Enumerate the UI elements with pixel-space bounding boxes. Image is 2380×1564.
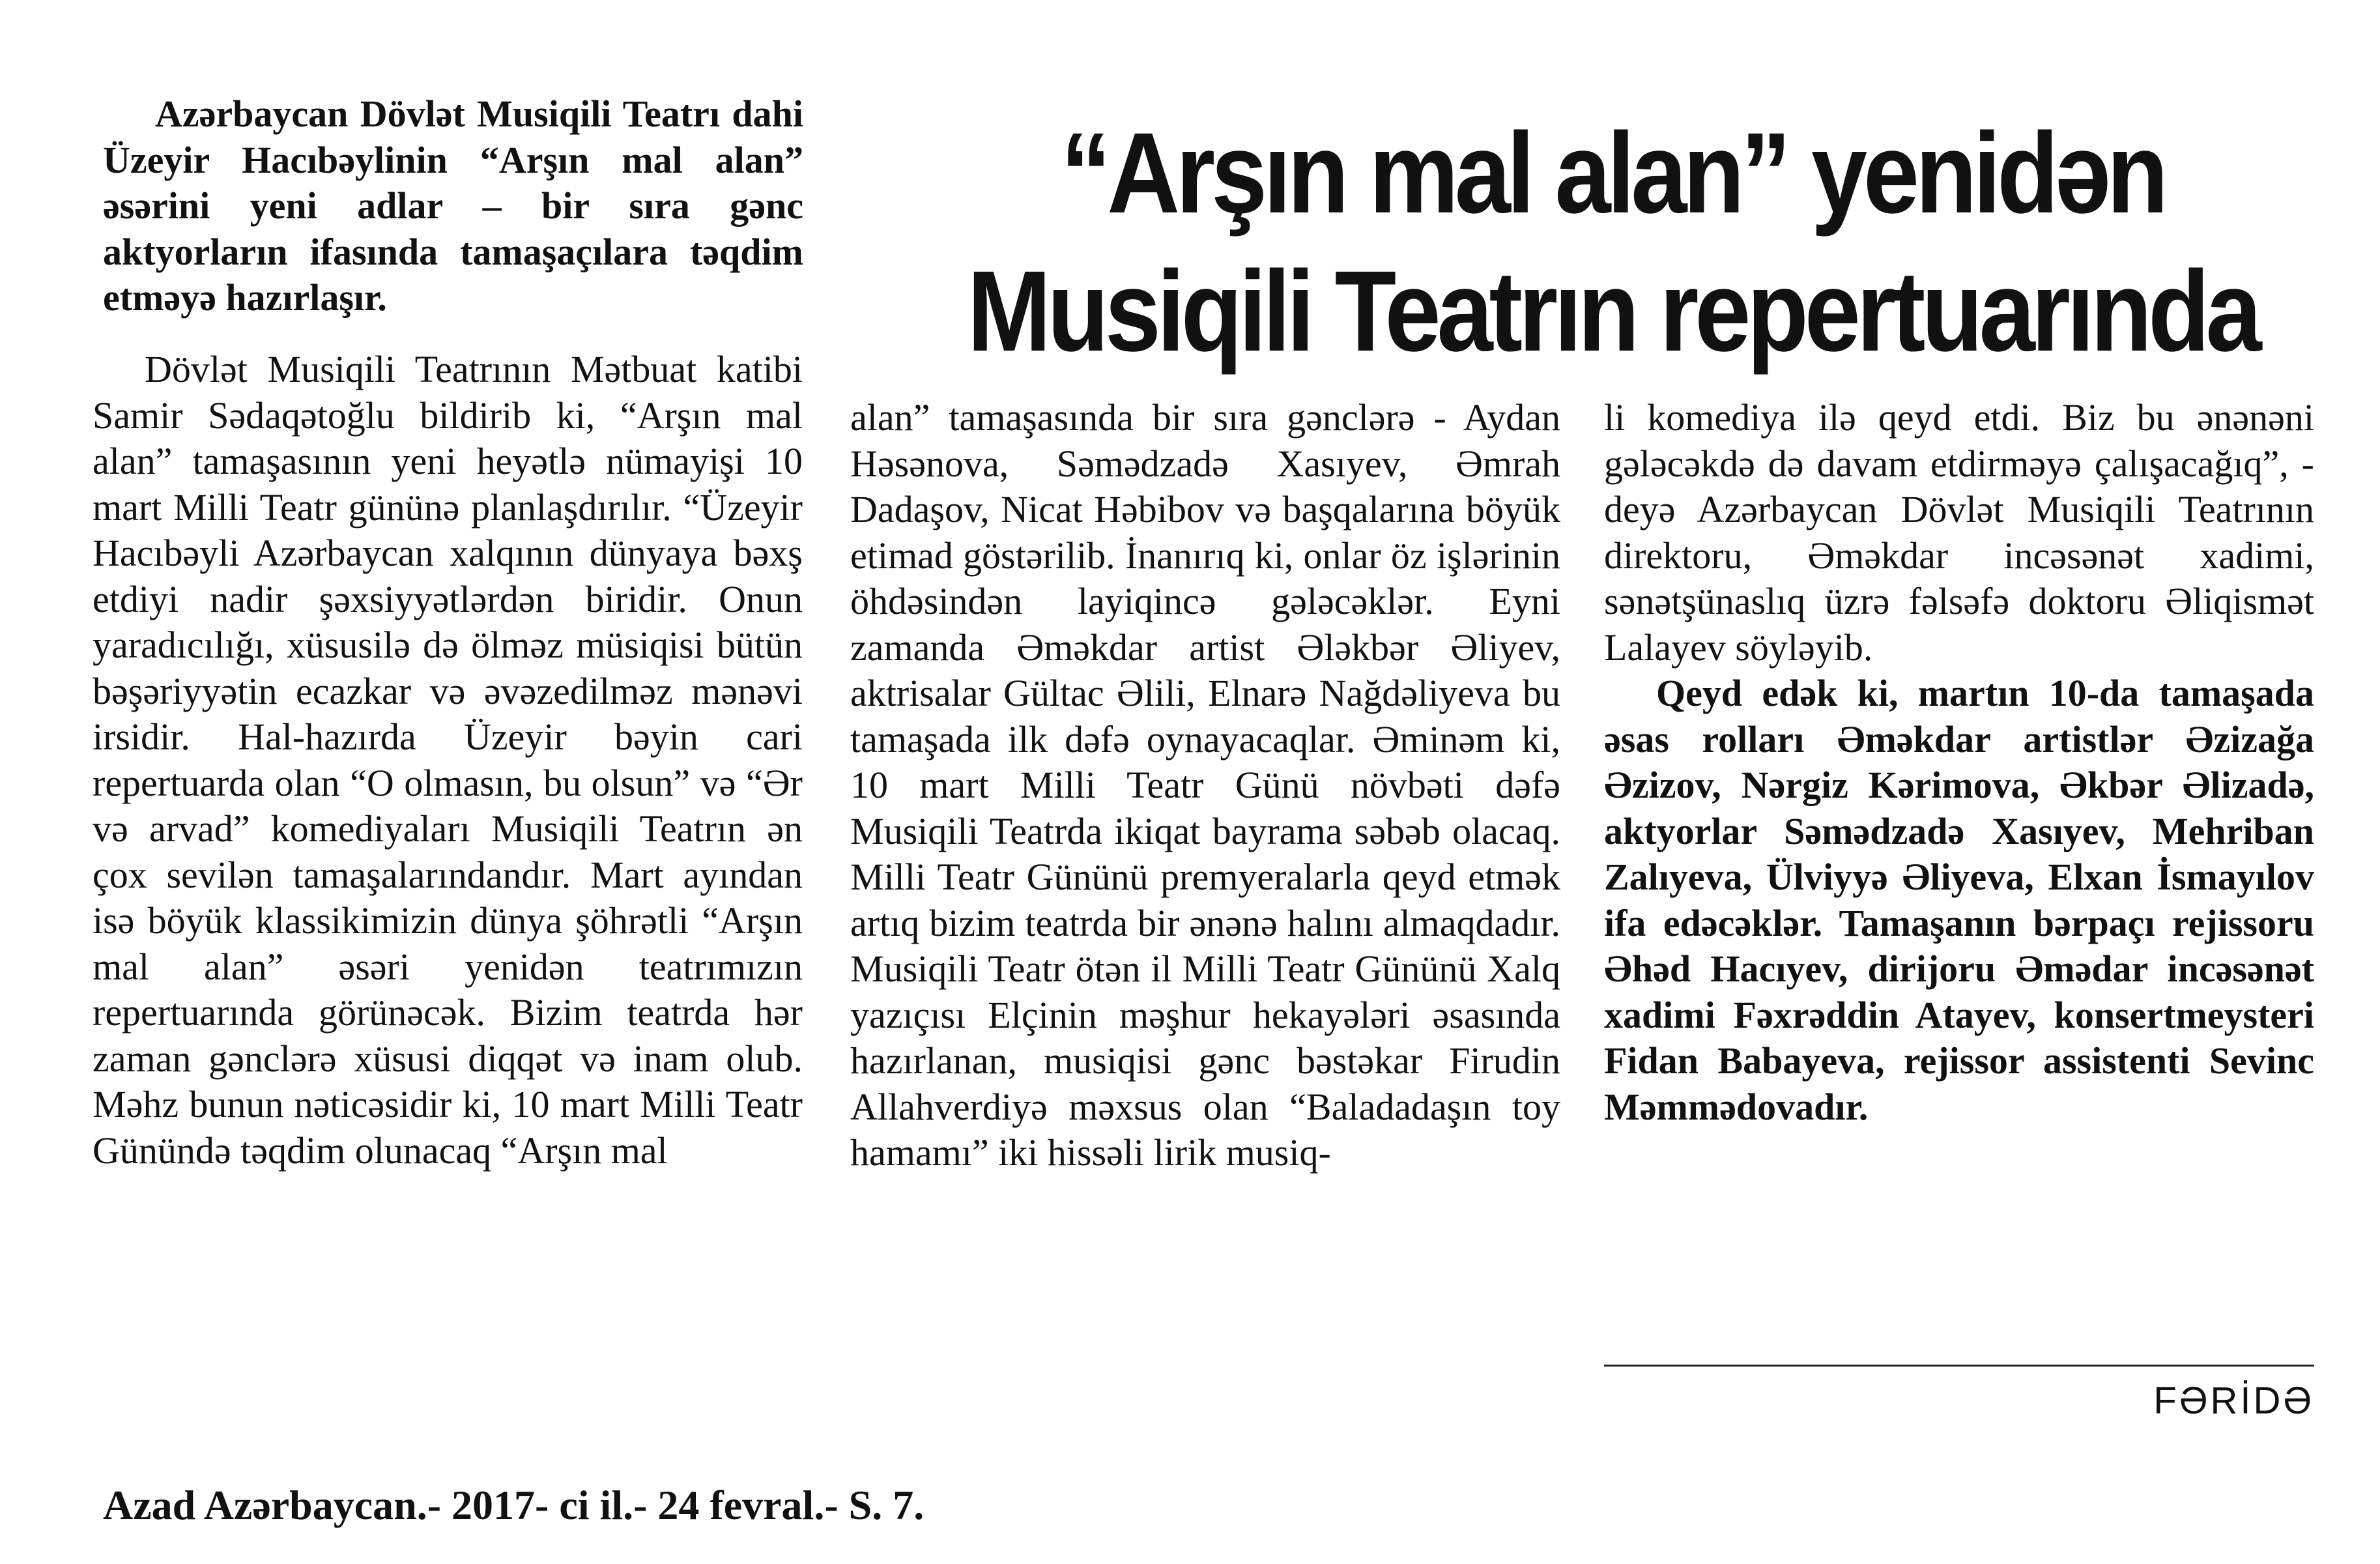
body-paragraph-1: Dövlət Musiqili Teatrının Mətbuat katibi Samir Sədaqətoğlu bildirib ki, “Arşın mal alan” tamaşasının yeni heyətlə nümayişi 10 mart Milli Teatr gününə planlaşdırılır. “Üzeyir Hacıbəyli Azərbaycan xalqının dünyaya bəxş etdiyi nadir şəxsiyyətlərdən biridir. Onun yaradıcılığı, xüsusilə də ölməz müsiqisi bütün bəşəriyyətin ecazkar və əvəzedilməz mənəvi irsidir. Hal-hazırda Üzeyir bəyin cari repertuarda olan “O olmasın, bu olsun” və “Ər və arvad” komediyaları Musiqili Teatrın ən çox sevilən tamaşalarındandır. Mart ayından isə böyük klassikimizin dünya şöhrətli “Arşın mal alan” əsəri yenidən teatrımızın repertuarında görünəcək. Bizim teatrda hər zaman gənclərə xüsusi diqqət və inam olub. Məhz bunun nəticəsidir ki, 10 mart Milli Teatr Günündə təqdim olunacaq “Arşın mal [93, 348, 803, 1172]
author-signature: FƏRİDƏ [2153, 1380, 2314, 1422]
lead-paragraph: Azərbaycan Dövlət Musiqili Teatrı dahi Üzeyir Hacıbəylinin “Arşın mal alan” əsərini yeni adlar – bir sıra gənc aktyorların ifasında tamaşaçılara təqdim etməyə hazırlaşır. [103, 93, 803, 319]
article-column-3 [1604, 395, 2314, 1130]
source-citation: Azad Azərbaycan.- 2017- ci il.- 24 fevral.- S. 7. [103, 1482, 925, 1528]
body-paragraph-3: li komediya ilə qeyd etdi. Biz bu ənənəni gələcəkdə də davam etdirməyə çalışacağıq”, - deyə Azərbaycan Dövlət Musiqili Teatrının direktoru, Əməkdar incəsənət xadimi, sənətşünaslıq üzrə fəlsəfə doktoru Əliqismət Lalayev söyləyib. [1604, 396, 2314, 669]
headline [965, 104, 2261, 381]
article-column-1 [93, 347, 803, 1174]
headline-line-2: Musiqili Teatrın repertuarında [967, 248, 2258, 375]
author-divider [1604, 1365, 2314, 1367]
body-paragraph-2: alan” tamaşasında bir sıra gənclərə - Aydan Həsənova, Səmədzadə Xasıyev, Əmrah Dadaşov, Nicat Həbibov və başqalarına böyük etimad göstərilib. İnanırıq ki, onlar öz işlərinin öhdəsindən layiqincə gələcəklər. Eyni zamanda Əməkdar artist Ələkbər Əliyev, aktrisalar Gültac Əlili, Elnarə Nağdəliyeva bu tamaşada ilk dəfə oynayacaqlar. Əminəm ki, 10 mart Milli Teatr Günü növbəti dəfə Musiqili Teatrda ikiqat bayrama səbəb olacaq. Milli Teatr Gününü premyeralarla qeyd etmək artıq bizim teatrda bir ənənə halını almaqdadır. Musiqili Teatr ötən il Milli Teatr Gününü Xalq yazıçısı Elçinin məşhur hekayələri əsasında hazırlanan, musiqisi gənc bəstəkar Firudin Allahverdiyə məxsus olan “Baladadaşın toy hamamı” iki hissəli lirik musiq- [850, 396, 1560, 1174]
headline-line-1: “Arşın mal alan” yenidən [1060, 109, 2165, 237]
body-paragraph-3-bold: Qeyd edək ki, martın 10-da tamaşada əsas rolları Əməkdar artistlər Əzizağa Əzizov, Nərgiz Kərimova, Əkbər Əlizadə, aktyorlar Səmədzadə Xasıyev, Mehriban Zalıyeva, Ülviyyə Əliyeva, Elxan İsmayılov ifa edəcəklər. Tamaşanın bərpaçı rejissoru Əhəd Hacıyev, dirijoru Əmədar incəsənət xadimi Fəxrəddin Atayev, konsertmeysteri Fidan Babayeva, rejissor assistenti Sevinc Məmmədovadır. [1604, 672, 2314, 1128]
article-column-2 [850, 395, 1560, 1176]
lead-paragraph-block [103, 91, 803, 321]
